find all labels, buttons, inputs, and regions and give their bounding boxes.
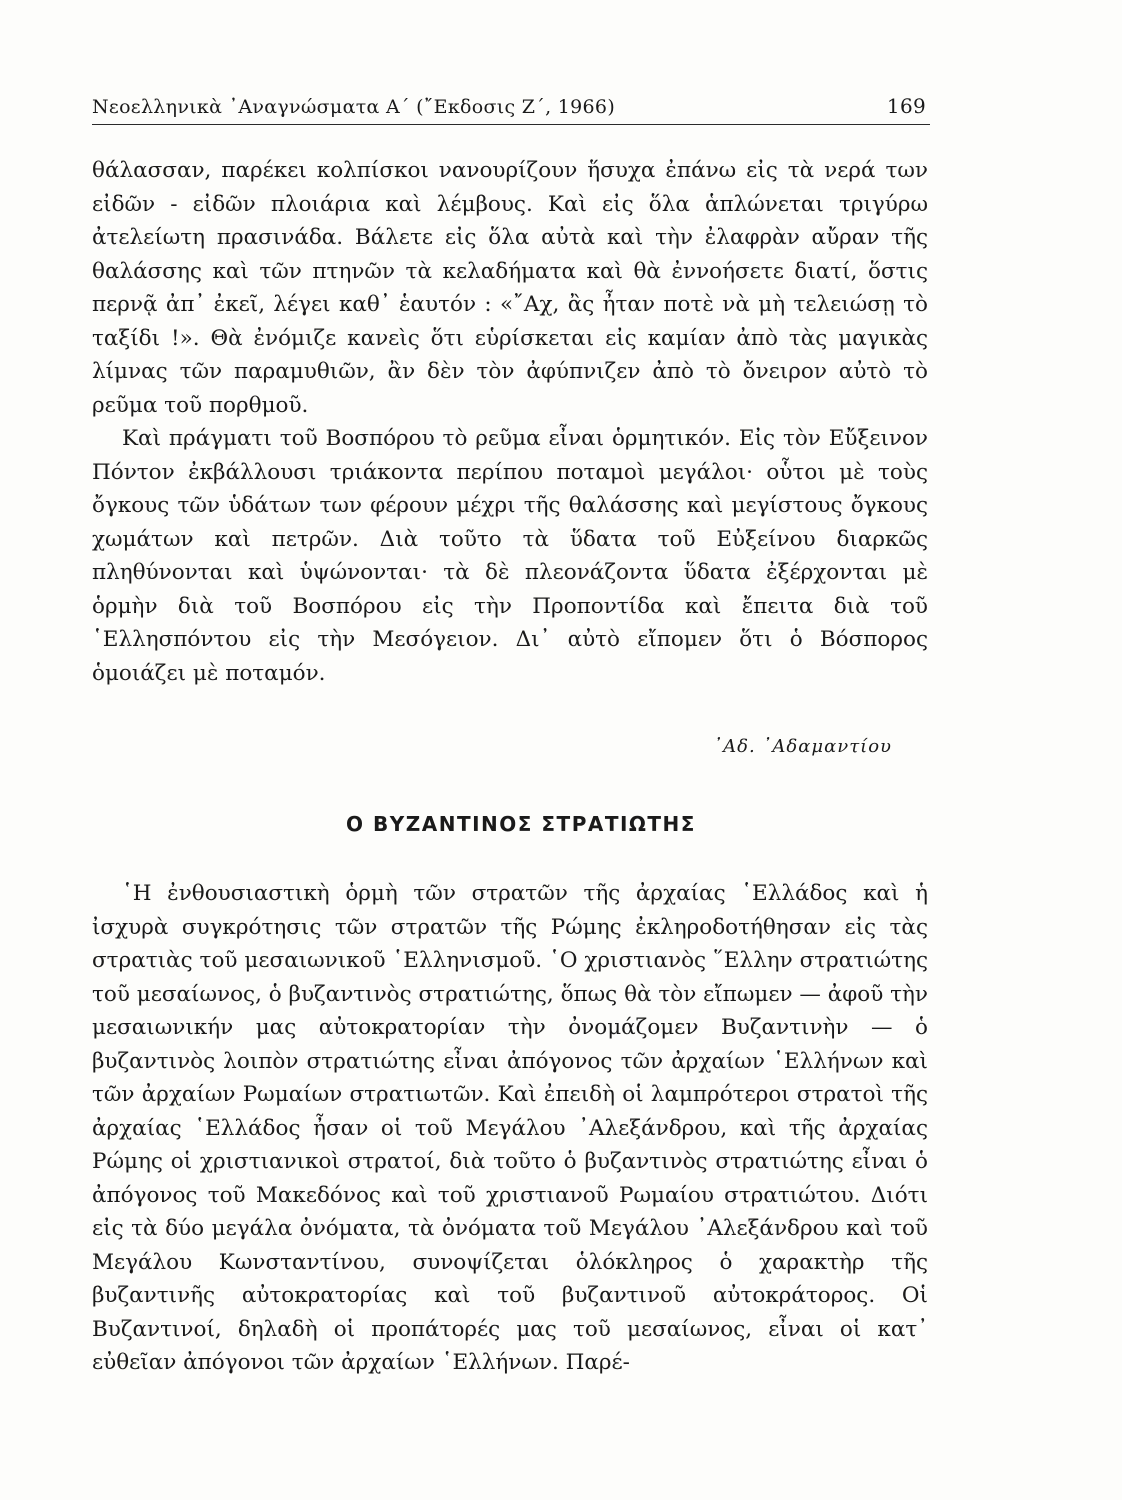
paragraph: ῾Η ἐνθουσιαστικὴ ὁρμὴ τῶν στρατῶν τῆς ἀρχαίας ῾Ελλάδος καὶ ἡ ἰσχυρὰ συγκρότησις τῶν στρατῶν τῆς Ρώμης ἐκληροδοτήθησαν εἰς τὰς στρατιὰς τοῦ μεσαιωνικοῦ ῾Ελληνισμοῦ. ῾Ο χριστιανὸς ῞Ελλην στρατιώτης τοῦ μεσαίωνος, ὁ βυζαντινὸς στρατιώτης, ὅπως θὰ τὸν εἴπωμεν — ἀφοῦ τὴν μεσαιωνικήν μας αὐτοκρατορίαν τὴν ὀνομάζομεν Βυζαντινὴν — ὁ βυζαντινὸς λοιπὸν στρατιώτης εἶναι ἀπόγονος τῶν ἀρχαίων ῾Ελλήνων καὶ τῶν ἀρχαίων Ρωμαίων στρατιωτῶν. Καὶ ἐπειδὴ οἱ λαμπρότεροι στρατοὶ τῆς ἀρχαίας ῾Ελλάδος ἦσαν οἱ τοῦ Μεγάλου ᾿Αλεξάνδρου, καὶ τῆς ἀρχαίας Ρώμης οἱ χριστιανικοὶ στρατοί, διὰ τοῦτο ὁ βυζαντινὸς στρατιώτης εἶναι ὁ ἀπόγονος τοῦ Μακεδόνος καὶ τοῦ χριστιανοῦ Ρωμαίου στρατιώτου. Διότι εἰς τὰ δύο μεγάλα ὀνόματα, τὰ ὀνόματα τοῦ Μεγάλου ᾿Αλεξάνδρου καὶ τοῦ Μεγάλου Κωνσταντίνου, συνοψίζεται ὁλόκληρος ὁ χαρακτὴρ τῆς βυζαντινῆς αὐτοκρατορίας καὶ τοῦ βυζαντινοῦ αὐτοκράτορος. Οἱ Βυζαντινοί, δηλαδὴ οἱ προπάτορές μας τοῦ μεσαίωνος, εἶναι οἱ κατ᾿ εὐθεῖαν ἀπόγονοι τῶν ἀρχαίων ῾Ελλήνων. Παρέ- [92, 881, 928, 1375]
heading-text: Ο ΒΥΖΑΝΤΙΝΟΣ ΣΤΡΑΤΙΩΤΗΣ [346, 812, 696, 836]
page-number: 169 [886, 94, 926, 118]
section-byzantine-soldier-text [92, 877, 928, 1380]
section-bosporus-text [92, 154, 928, 690]
paragraph: Καὶ πράγματι τοῦ Βοσπόρου τὸ ρεῦμα εἶναι ὁρμητικόν. Εἰς τὸν Εὔξεινον Πόντον ἐκβάλλουσι τριάκοντα περίπου ποταμοὶ μεγάλοι· οὗτοι μὲ τοὺς ὄγκους τῶν ὑδάτων των φέρουν μέχρι τῆς θαλάσσης καὶ μεγίστους ὄγκους χωμάτων καὶ πετρῶν. Διὰ τοῦτο τὰ ὕδατα τοῦ Εὐξείνου διαρκῶς πληθύνονται καὶ ὑψώνονται· τὰ δὲ πλεονάζοντα ὕδατα ἐξέρχονται μὲ ὁρμὴν διὰ τοῦ Βοσπόρου εἰς τὴν Προποντίδα καὶ ἔπειτα διὰ τοῦ ῾Ελλησπόντου εἰς τὴν Μεσόγειον. Δι᾿ αὐτὸ εἴπομεν ὅτι ὁ Βόσπορος ὁμοιάζει μὲ ποταμόν. [92, 426, 928, 686]
section-heading [0, 812, 1122, 836]
running-header [92, 92, 930, 125]
author-signature: ᾿Αδ. ᾿Αδαμαντίου [713, 736, 892, 757]
header-title: Νεοελληνικὰ ᾿Αναγνώσματα Α΄ (῎Εκδοσις Ζ΄, 1966) [92, 96, 616, 118]
paragraph: θάλασσαν, παρέκει κολπίσκοι νανουρίζουν ἥσυχα ἐπάνω εἰς τὰ νερά των εἰδῶν - εἰδῶν πλοιάρια καὶ λέμβους. Καὶ εἰς ὅλα ἁπλώνεται τριγύρω ἀτελείωτη πρασινάδα. Βάλετε εἰς ὅλα αὐτὰ καὶ τὴν ἐλαφρὰν αὔραν τῆς θαλάσσης καὶ τῶν πτηνῶν τὰ κελαδήματα καὶ θὰ ἐννοήσετε διατί, ὅστις περνᾷ ἀπ᾿ ἐκεῖ, λέγει καθ᾿ ἑαυτόν : «῎Αχ, ἂς ἦταν ποτὲ νὰ μὴ τελειώσῃ τὸ ταξίδι !». Θὰ ἐνόμιζε κανεὶς ὅτι εὑρίσκεται εἰς καμίαν ἀπὸ τὰς μαγικὰς λίμνας τῶν παραμυθιῶν, ἂν δὲν τὸν ἀφύπνιζεν ἀπὸ τὸ ὄνειρον αὐτὸ τὸ ρεῦμα τοῦ πορθμοῦ. [92, 158, 928, 418]
